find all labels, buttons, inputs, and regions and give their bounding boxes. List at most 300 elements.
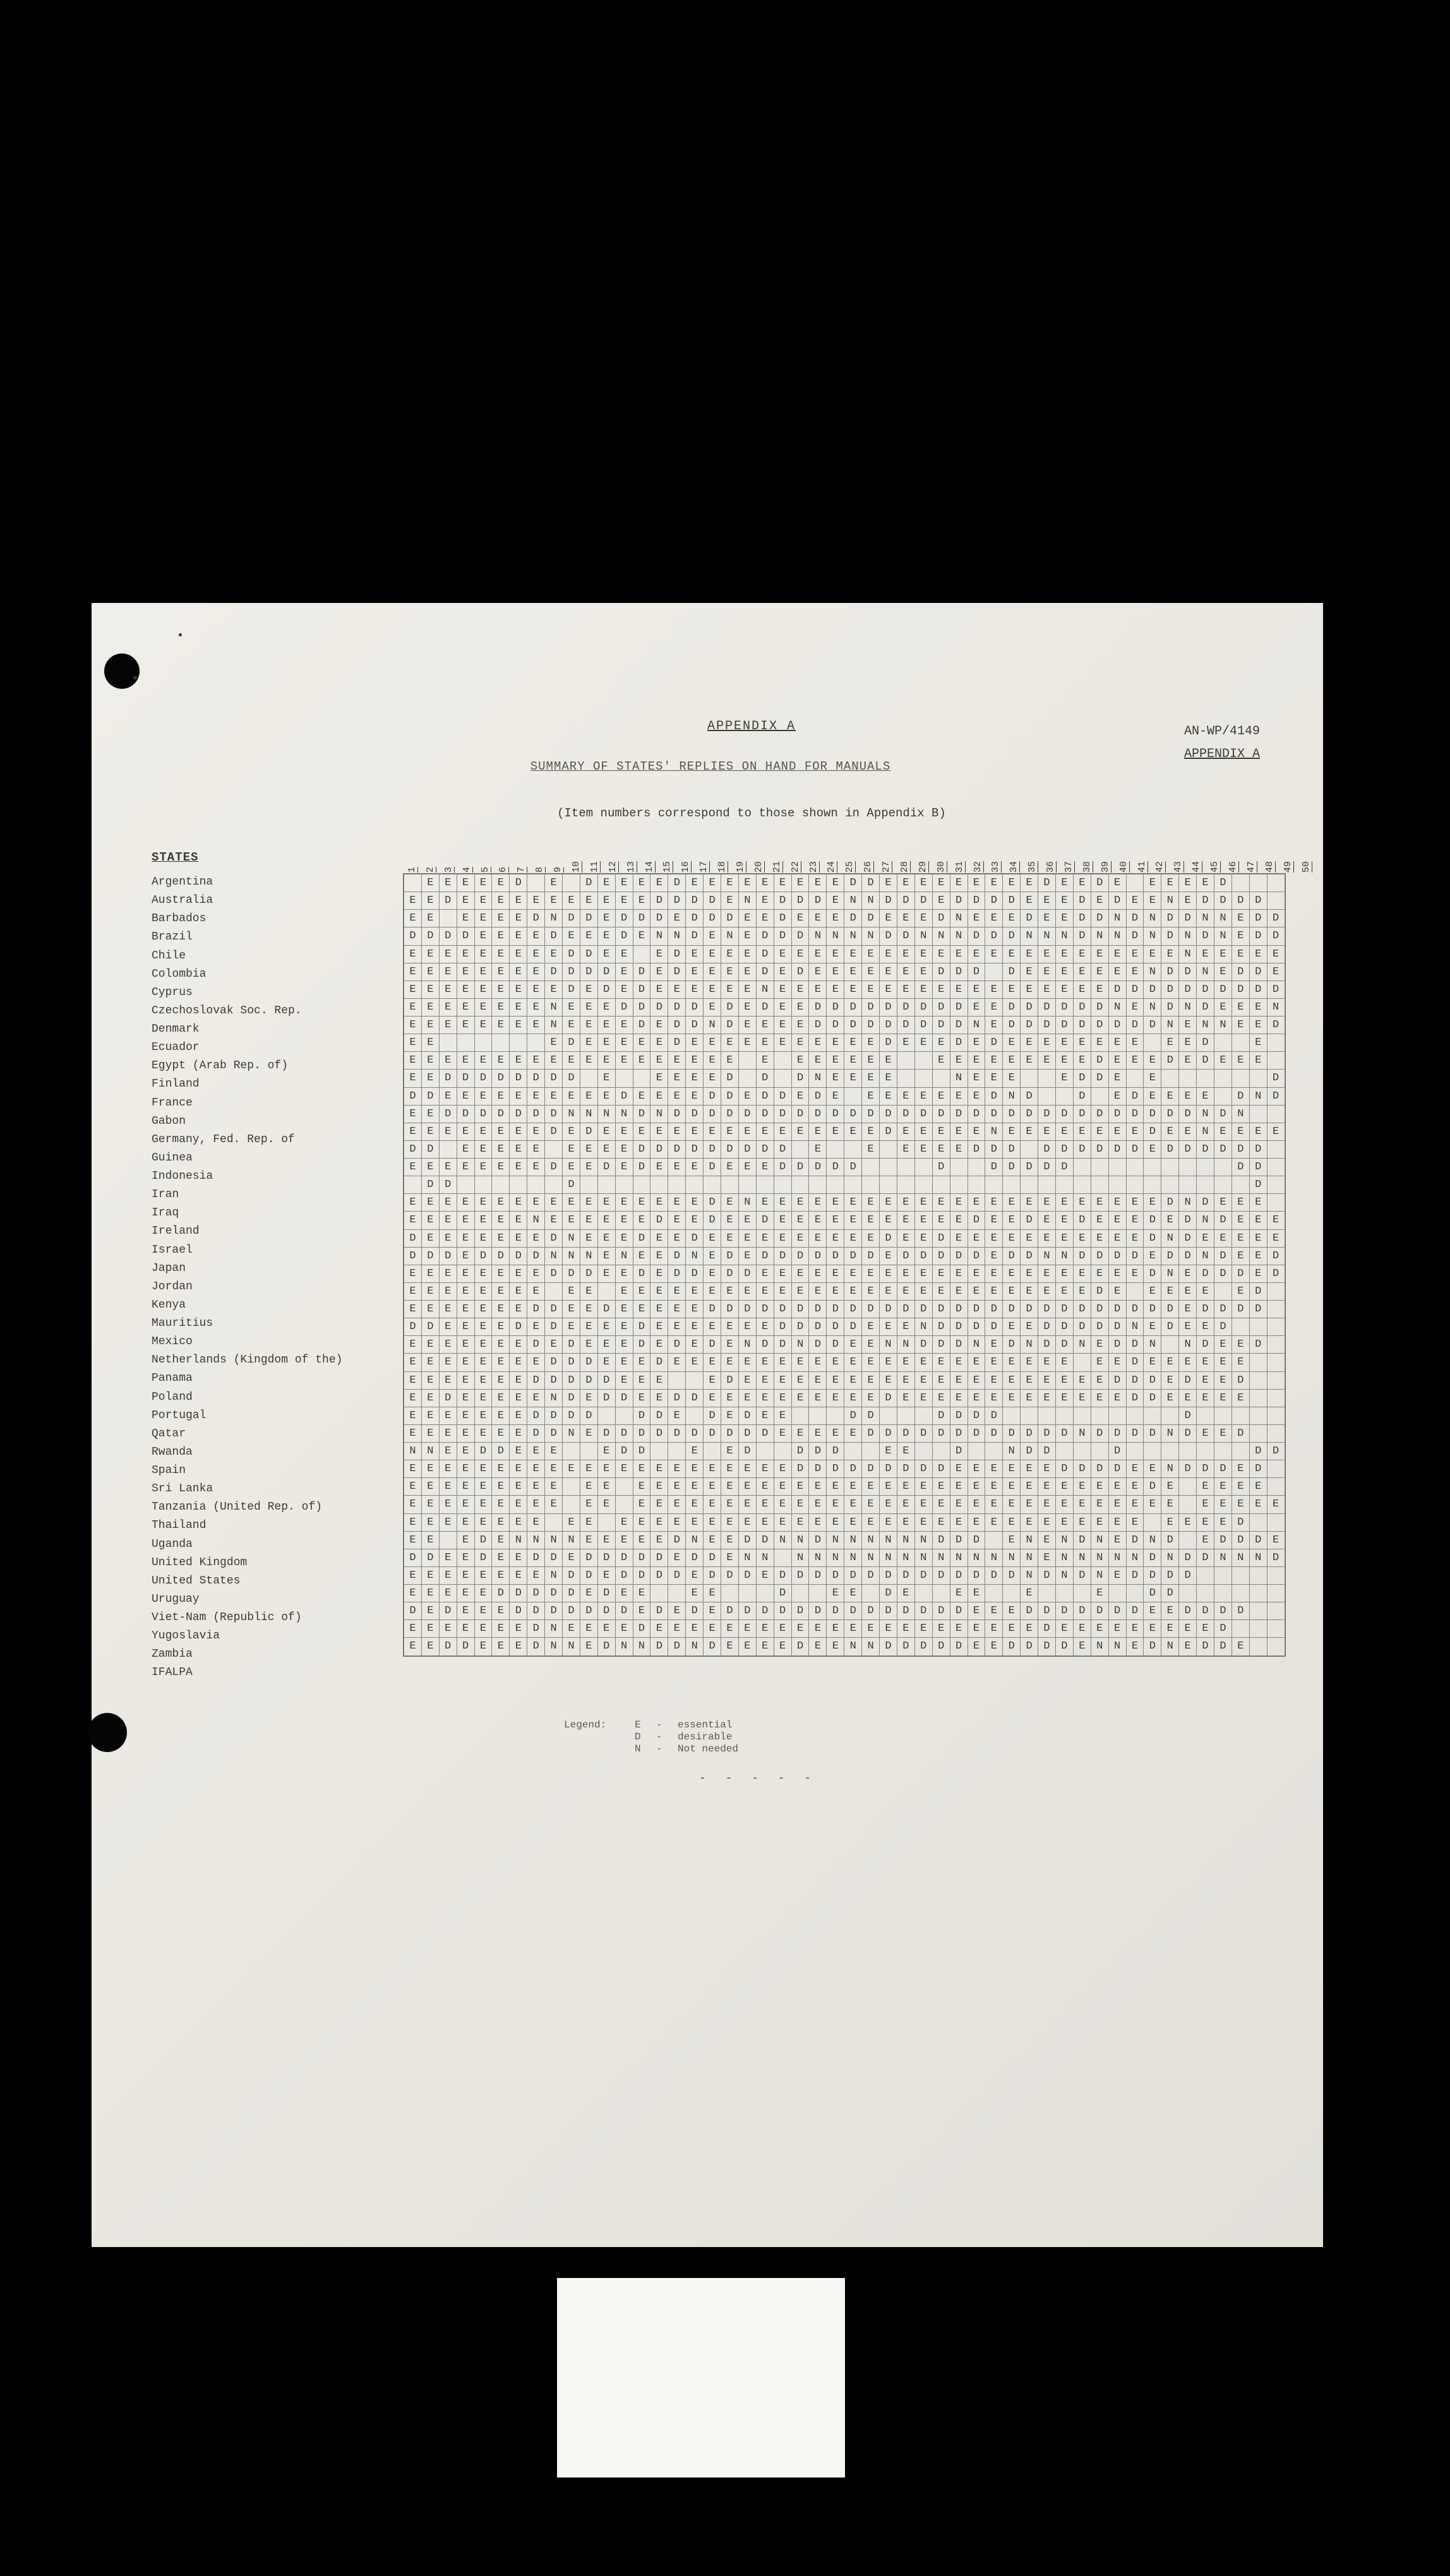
grid-cell: N	[1214, 909, 1232, 927]
grid-cell: E	[1196, 1531, 1214, 1549]
grid-cell: D	[580, 1353, 598, 1371]
grid-cell	[1249, 1637, 1267, 1655]
state-name: Germany, Fed. Rep. of	[152, 1133, 295, 1146]
grid-cell: D	[791, 1637, 810, 1655]
grid-cell	[985, 1531, 1003, 1549]
grid-cell: D	[1091, 1051, 1109, 1070]
grid-cell: N	[703, 1016, 721, 1034]
grid-cell: D	[703, 1211, 721, 1229]
grid-cell: E	[1108, 1513, 1127, 1532]
grid-cell: N	[844, 1531, 862, 1549]
grid-cell: E	[421, 1495, 440, 1513]
grid-cell: E	[439, 874, 457, 892]
grid-cell: N	[544, 1619, 563, 1638]
grid-cell: E	[844, 1477, 862, 1496]
grid-cell: E	[861, 1193, 880, 1212]
grid-cell: D	[950, 998, 968, 1017]
grid-cell: D	[1161, 1584, 1179, 1602]
grid-cell: E	[509, 1123, 527, 1141]
grid-cell: E	[421, 1353, 440, 1371]
grid-cell: E	[685, 1477, 704, 1496]
grid-cell: E	[439, 1495, 457, 1513]
column-header: 20	[753, 861, 764, 873]
grid-cell: D	[932, 1602, 950, 1620]
grid-cell: D	[1126, 1566, 1144, 1585]
grid-cell: E	[1073, 1389, 1091, 1407]
grid-cell: E	[1178, 1619, 1197, 1638]
grid-cell: E	[1267, 1229, 1285, 1248]
grid-cell: D	[826, 1460, 844, 1478]
grid-cell: D	[774, 1105, 792, 1123]
grid-cell: D	[509, 1602, 527, 1620]
grid-cell: D	[1161, 1247, 1179, 1265]
grid-cell	[1196, 1442, 1214, 1460]
grid-cell: D	[791, 1158, 810, 1176]
table-row	[404, 981, 1285, 999]
grid-cell	[1249, 1584, 1267, 1602]
grid-cell: D	[1126, 909, 1144, 927]
grid-cell: E	[509, 1265, 527, 1283]
grid-cell: D	[1073, 1566, 1091, 1585]
grid-cell: E	[1055, 1034, 1074, 1052]
grid-cell: N	[527, 1531, 545, 1549]
grid-cell: D	[1038, 998, 1056, 1017]
grid-cell: E	[1038, 1371, 1056, 1390]
grid-cell	[1267, 1193, 1285, 1212]
grid-cell: E	[509, 1460, 527, 1478]
grid-cell: E	[457, 1247, 475, 1265]
grid-cell	[1161, 1069, 1179, 1087]
grid-cell: E	[1249, 1229, 1267, 1248]
grid-cell: E	[1055, 963, 1074, 981]
grid-cell: D	[844, 1460, 862, 1478]
grid-cell: E	[1126, 1193, 1144, 1212]
table-row	[404, 1229, 1285, 1248]
grid-cell: D	[950, 1105, 968, 1123]
grid-cell	[1143, 1513, 1161, 1532]
grid-cell: D	[1073, 1602, 1091, 1620]
grid-cell: E	[562, 1460, 580, 1478]
state-name: Colombia	[152, 967, 207, 981]
grid-cell	[808, 1407, 827, 1425]
grid-cell: E	[844, 1495, 862, 1513]
grid-cell: D	[721, 1069, 739, 1087]
grid-cell: E	[1126, 1229, 1144, 1248]
grid-cell: D	[1196, 1034, 1214, 1052]
grid-cell: E	[1126, 1034, 1144, 1052]
grid-cell: D	[1267, 909, 1285, 927]
grid-cell: D	[509, 1318, 527, 1336]
grid-cell	[1267, 1105, 1285, 1123]
table-row	[404, 1637, 1285, 1655]
grid-cell: E	[968, 981, 986, 999]
grid-cell: E	[439, 1229, 457, 1248]
grid-cell: E	[1073, 1051, 1091, 1070]
grid-cell: D	[774, 1087, 792, 1106]
grid-cell: D	[950, 1034, 968, 1052]
grid-cell: E	[1020, 1371, 1038, 1390]
grid-cell: D	[897, 1566, 915, 1585]
grid-cell: D	[703, 1549, 721, 1567]
grid-cell: D	[985, 1300, 1003, 1318]
grid-cell	[703, 1442, 721, 1460]
grid-cell: D	[861, 909, 880, 927]
grid-cell: E	[703, 1051, 721, 1070]
grid-cell: E	[861, 1477, 880, 1496]
grid-cell: E	[421, 1389, 440, 1407]
grid-cell: E	[897, 1140, 915, 1159]
grid-cell: E	[404, 909, 422, 927]
grid-cell: E	[1126, 1619, 1144, 1638]
grid-cell	[668, 1442, 686, 1460]
grid-cell: E	[597, 909, 616, 927]
grid-cell: D	[1196, 998, 1214, 1017]
grid-cell: D	[1196, 1265, 1214, 1283]
grid-cell: E	[580, 1495, 598, 1513]
grid-cell: E	[879, 963, 897, 981]
table-row	[404, 945, 1285, 963]
grid-cell: E	[404, 1034, 422, 1052]
grid-cell: E	[1108, 1531, 1127, 1549]
grid-cell: D	[1073, 909, 1091, 927]
column-header: 18	[717, 861, 728, 873]
grid-cell: E	[633, 1371, 651, 1390]
states-header: STATES	[152, 850, 199, 864]
grid-cell: E	[950, 945, 968, 963]
grid-cell: D	[1002, 1247, 1021, 1265]
grid-cell: E	[668, 1513, 686, 1532]
grid-cell: E	[1196, 1371, 1214, 1390]
grid-cell: D	[968, 963, 986, 981]
grid-cell: D	[1091, 1069, 1109, 1087]
grid-cell: D	[791, 963, 810, 981]
grid-cell: E	[650, 1460, 668, 1478]
grid-cell: E	[1002, 909, 1021, 927]
grid-cell: E	[580, 1300, 598, 1318]
legend-meaning: desirable	[678, 1731, 733, 1743]
grid-cell: E	[756, 1193, 774, 1212]
grid-cell: E	[474, 909, 493, 927]
grid-cell: E	[826, 1513, 844, 1532]
grid-cell: E	[826, 1371, 844, 1390]
grid-cell: N	[1267, 998, 1285, 1017]
grid-cell: E	[474, 1602, 493, 1620]
grid-cell: D	[615, 1424, 633, 1443]
grid-cell	[1126, 1282, 1144, 1301]
grid-cell: E	[562, 891, 580, 910]
grid-cell: E	[1143, 1495, 1161, 1513]
grid-cell: E	[1267, 1531, 1285, 1549]
column-header: 34	[1009, 861, 1020, 873]
grid-cell: D	[950, 891, 968, 910]
grid-cell: D	[668, 874, 686, 892]
grid-cell	[932, 1584, 950, 1602]
grid-cell: E	[1091, 1123, 1109, 1141]
grid-cell	[650, 1442, 668, 1460]
grid-cell: D	[968, 1105, 986, 1123]
grid-cell: E	[439, 1318, 457, 1336]
grid-cell: N	[1178, 945, 1197, 963]
grid-cell: E	[1126, 1637, 1144, 1655]
grid-cell: D	[633, 1158, 651, 1176]
grid-cell: D	[1055, 1318, 1074, 1336]
grid-cell: E	[1038, 1265, 1056, 1283]
grid-cell: E	[527, 1460, 545, 1478]
grid-cell: D	[774, 1566, 792, 1585]
grid-cell: E	[421, 1602, 440, 1620]
grid-cell: E	[1091, 1371, 1109, 1390]
grid-cell: D	[879, 1034, 897, 1052]
grid-cell: E	[562, 1549, 580, 1567]
grid-cell: D	[544, 1371, 563, 1390]
grid-cell: D	[650, 1424, 668, 1443]
grid-cell: E	[914, 1229, 933, 1248]
grid-cell: E	[404, 891, 422, 910]
grid-cell: N	[562, 1105, 580, 1123]
grid-cell	[1073, 1442, 1091, 1460]
grid-cell	[1214, 1584, 1232, 1602]
grid-cell: D	[1055, 1637, 1074, 1655]
grid-cell: D	[897, 1300, 915, 1318]
table-row	[404, 909, 1285, 927]
grid-cell: E	[1108, 1051, 1127, 1070]
grid-cell: E	[1055, 1282, 1074, 1301]
grid-cell: E	[491, 1087, 510, 1106]
state-name: Uganda	[152, 1537, 193, 1551]
grid-cell: E	[1196, 1619, 1214, 1638]
grid-cell: D	[1002, 1637, 1021, 1655]
grid-cell: E	[474, 1389, 493, 1407]
grid-cell	[1214, 1442, 1232, 1460]
grid-cell: D	[1196, 891, 1214, 910]
grid-cell: E	[774, 1371, 792, 1390]
grid-cell: E	[774, 1123, 792, 1141]
grid-cell: E	[879, 1442, 897, 1460]
grid-cell: D	[439, 1069, 457, 1087]
grid-cell: E	[457, 1300, 475, 1318]
grid-cell: E	[457, 1087, 475, 1106]
grid-cell: D	[968, 927, 986, 945]
grid-cell: D	[844, 1318, 862, 1336]
state-name: Chile	[152, 949, 186, 962]
grid-cell	[1126, 874, 1144, 892]
grid-cell	[1055, 1087, 1074, 1106]
grid-cell: E	[985, 1282, 1003, 1301]
grid-cell: D	[826, 1016, 844, 1034]
grid-cell	[1196, 1069, 1214, 1087]
grid-cell: D	[562, 945, 580, 963]
grid-cell: E	[879, 1477, 897, 1496]
grid-cell: D	[844, 998, 862, 1017]
grid-cell: E	[668, 1282, 686, 1301]
grid-cell: D	[668, 1247, 686, 1265]
grid-cell: E	[491, 1335, 510, 1354]
column-header: 17	[698, 861, 710, 873]
grid-cell: N	[1161, 1460, 1179, 1478]
grid-cell: E	[968, 1477, 986, 1496]
column-header: 27	[881, 861, 892, 873]
grid-cell: E	[914, 1477, 933, 1496]
grid-cell	[897, 1158, 915, 1176]
grid-cell: E	[861, 963, 880, 981]
grid-cell: E	[808, 1619, 827, 1638]
grid-cell: N	[1020, 1566, 1038, 1585]
grid-cell: E	[897, 1389, 915, 1407]
grid-cell: E	[721, 1034, 739, 1052]
grid-cell	[1267, 1300, 1285, 1318]
grid-cell	[703, 1176, 721, 1194]
grid-cell: N	[1055, 1549, 1074, 1567]
grid-cell: E	[1055, 909, 1074, 927]
grid-cell: E	[703, 1460, 721, 1478]
grid-cell: E	[615, 1353, 633, 1371]
grid-cell: E	[439, 1282, 457, 1301]
grid-cell: E	[544, 1211, 563, 1229]
grid-cell: E	[861, 1034, 880, 1052]
grid-cell: E	[826, 1282, 844, 1301]
grid-cell: E	[650, 1069, 668, 1087]
grid-cell: D	[1038, 1140, 1056, 1159]
grid-cell: E	[844, 1265, 862, 1283]
grid-cell: D	[633, 1105, 651, 1123]
grid-cell: E	[509, 1566, 527, 1585]
state-name: Spain	[152, 1464, 186, 1477]
grid-cell: D	[950, 1016, 968, 1034]
grid-cell: D	[914, 1300, 933, 1318]
grid-cell: E	[950, 1051, 968, 1070]
grid-cell: E	[791, 1087, 810, 1106]
table-row	[404, 1140, 1285, 1159]
grid-cell: N	[1038, 927, 1056, 945]
grid-cell: E	[562, 1193, 580, 1212]
grid-cell: D	[914, 1602, 933, 1620]
grid-cell: E	[774, 874, 792, 892]
grid-cell: E	[580, 1193, 598, 1212]
grid-cell: E	[474, 998, 493, 1017]
grid-cell: E	[932, 891, 950, 910]
grid-cell: E	[897, 1584, 915, 1602]
grid-cell: E	[509, 891, 527, 910]
grid-cell: E	[1038, 1460, 1056, 1478]
state-name: Sri Lanka	[152, 1482, 213, 1496]
grid-cell: E	[1178, 1265, 1197, 1283]
grid-cell: E	[1126, 998, 1144, 1017]
grid-cell: E	[791, 1353, 810, 1371]
grid-cell	[491, 1034, 510, 1052]
grid-cell: D	[879, 1016, 897, 1034]
grid-cell: E	[1055, 1051, 1074, 1070]
grid-cell: E	[544, 1051, 563, 1070]
grid-cell: N	[1108, 998, 1127, 1017]
grid-cell: E	[544, 1460, 563, 1478]
grid-cell: E	[1126, 1495, 1144, 1513]
grid-cell: E	[633, 1193, 651, 1212]
grid-cell: E	[1214, 1051, 1232, 1070]
grid-cell	[1178, 1158, 1197, 1176]
grid-cell: E	[491, 1513, 510, 1532]
column-header: 1	[406, 866, 417, 873]
grid-cell: E	[668, 1158, 686, 1176]
grid-cell: D	[1002, 1300, 1021, 1318]
grid-cell: D	[756, 998, 774, 1017]
grid-cell: E	[668, 1123, 686, 1141]
state-name: Czechoslovak Soc. Rep.	[152, 1004, 302, 1017]
grid-cell: D	[1038, 1158, 1056, 1176]
grid-cell	[404, 874, 422, 892]
grid-cell: E	[914, 874, 933, 892]
grid-cell: E	[457, 891, 475, 910]
column-header: 39	[1099, 861, 1111, 873]
grid-cell: E	[1231, 1353, 1250, 1371]
grid-cell: E	[1161, 1513, 1179, 1532]
grid-cell: E	[491, 1407, 510, 1425]
grid-cell: E	[1249, 1016, 1267, 1034]
grid-cell: D	[721, 1105, 739, 1123]
grid-cell	[1231, 1034, 1250, 1052]
grid-cell: E	[968, 909, 986, 927]
grid-cell: E	[861, 945, 880, 963]
grid-cell: E	[932, 1265, 950, 1283]
grid-cell	[1249, 1389, 1267, 1407]
grid-cell: E	[474, 1353, 493, 1371]
column-header: 9	[553, 866, 564, 873]
grid-cell: E	[756, 1407, 774, 1425]
grid-cell: D	[1249, 1335, 1267, 1354]
grid-cell: E	[1091, 1335, 1109, 1354]
grid-cell: E	[756, 909, 774, 927]
grid-cell: E	[685, 1318, 704, 1336]
grid-cell: E	[1055, 1513, 1074, 1532]
grid-cell: E	[1038, 1495, 1056, 1513]
grid-cell: D	[808, 1318, 827, 1336]
grid-cell: E	[1196, 1282, 1214, 1301]
grid-cell: E	[633, 874, 651, 892]
grid-cell: E	[1091, 1353, 1109, 1371]
grid-cell: E	[685, 1619, 704, 1638]
grid-cell: D	[562, 1371, 580, 1390]
grid-cell: E	[1108, 1087, 1127, 1106]
grid-cell: E	[457, 1477, 475, 1496]
grid-cell: D	[1267, 1016, 1285, 1034]
grid-cell: N	[1073, 1335, 1091, 1354]
grid-cell: E	[738, 927, 757, 945]
grid-cell: N	[1073, 1424, 1091, 1443]
grid-cell: N	[1196, 1247, 1214, 1265]
state-name: Denmark	[152, 1023, 200, 1035]
grid-cell: E	[914, 909, 933, 927]
grid-cell: E	[404, 1123, 422, 1141]
grid-cell: D	[703, 1637, 721, 1655]
grid-cell: D	[861, 1407, 880, 1425]
grid-cell: E	[756, 1051, 774, 1070]
grid-cell: D	[527, 1069, 545, 1087]
grid-cell: D	[914, 891, 933, 910]
grid-cell: E	[1020, 874, 1038, 892]
grid-cell: D	[1108, 1016, 1127, 1034]
grid-cell: E	[738, 963, 757, 981]
grid-cell: E	[791, 1229, 810, 1248]
grid-cell: D	[879, 1105, 897, 1123]
grid-cell: D	[950, 1247, 968, 1265]
grid-cell: N	[879, 1549, 897, 1567]
column-header: 15	[662, 861, 673, 873]
grid-cell: D	[1108, 1318, 1127, 1336]
table-row	[404, 1193, 1285, 1212]
grid-cell: D	[861, 1566, 880, 1585]
state-name: Finland	[152, 1078, 200, 1091]
grid-cell: D	[1249, 963, 1267, 981]
grid-cell	[509, 1034, 527, 1052]
